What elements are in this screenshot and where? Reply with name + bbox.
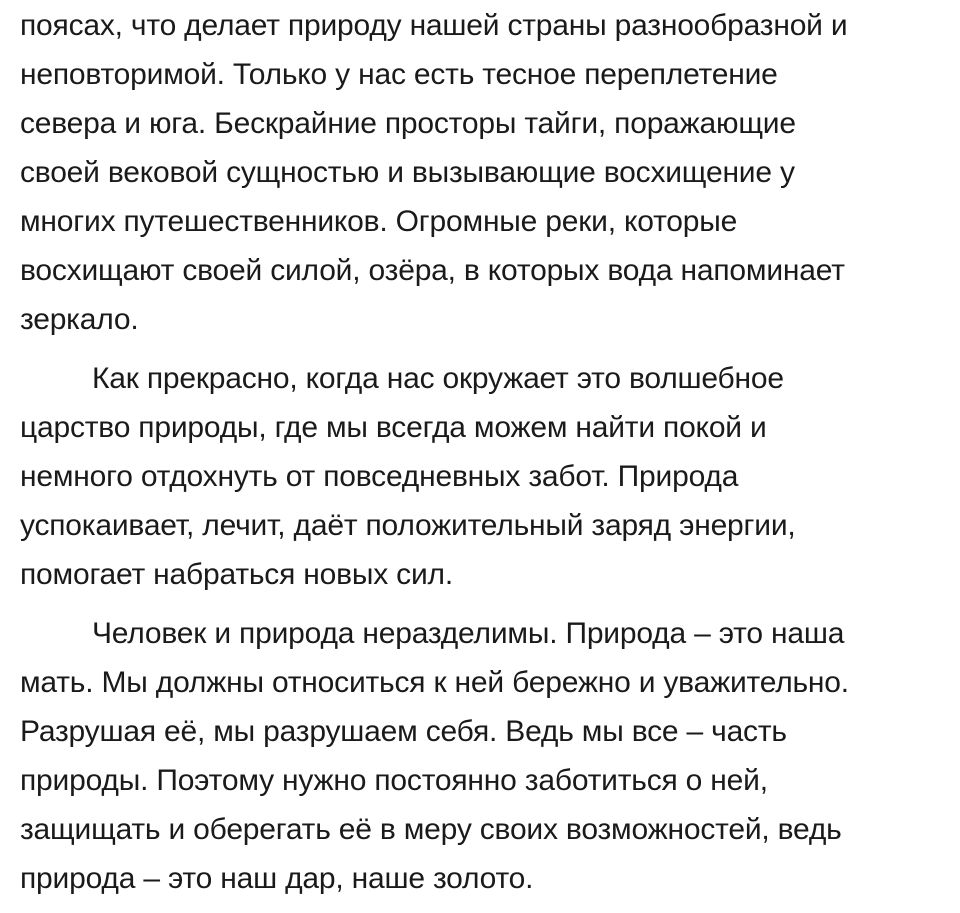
text-line: немного отдохнуть от повседневных забот. Природа	[20, 460, 739, 493]
text-line: севера и юга. Бескрайние просторы тайги, поражающие	[20, 107, 796, 140]
text-line: успокаивает, лечит, даёт положительный заряд энергии,	[20, 509, 796, 542]
text-line: природа – это наш дар, наше золото.	[20, 862, 534, 895]
text-line: царство природы, где мы всегда можем найти покой и	[20, 411, 767, 444]
text-line: своей вековой сущностью и вызывающие восхищение у	[20, 156, 795, 189]
text-line: мать. Мы должны относиться к ней бережно и уважительно.	[20, 666, 849, 699]
paragraph-2	[20, 354, 796, 599]
text-line: помогает набраться новых сил.	[20, 558, 453, 591]
text-line: зеркало.	[20, 303, 139, 336]
text-line: поясах, что делает природу нашей страны разнообразной и	[20, 9, 848, 42]
paragraph-3	[20, 609, 849, 903]
paragraph-1	[20, 1, 847, 344]
text-line: восхищают своей силой, озёра, в которых вода напоминает	[20, 254, 845, 287]
text-line: Разрушая её, мы разрушаем себя. Ведь мы все – часть	[20, 715, 787, 748]
text-line: природы. Поэтому нужно постоянно заботиться о ней,	[20, 764, 768, 797]
text-line: многих путешественников. Огромные реки, которые	[20, 205, 738, 238]
text-line: неповторимой. Только у нас есть тесное переплетение	[20, 58, 778, 91]
text-line: Человек и природа неразделимы. Природа – это наша	[92, 617, 845, 650]
text-line: Как прекрасно, когда нас окружает это волшебное	[92, 362, 784, 395]
text-line: защищать и оберегать её в меру своих возможностей, ведь	[20, 813, 842, 846]
